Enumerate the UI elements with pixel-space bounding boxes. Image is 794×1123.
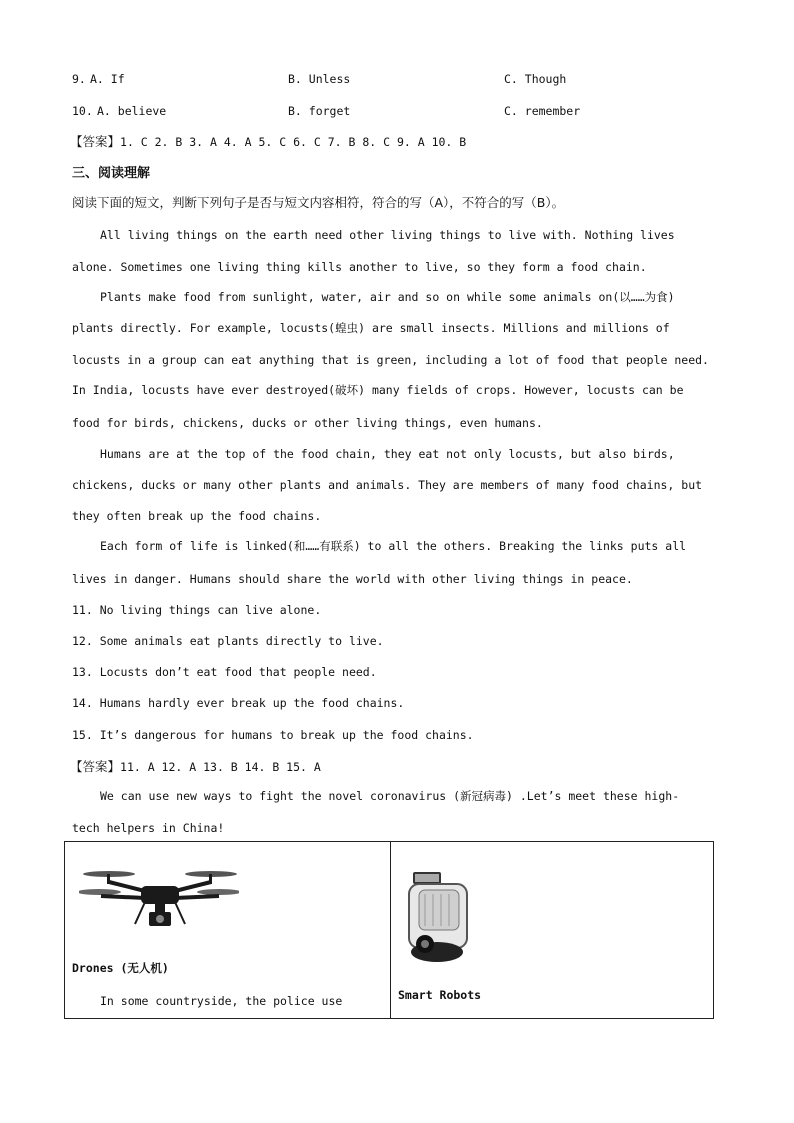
intro-line: tech helpers in China!	[72, 821, 225, 835]
section-title: 三、阅读理解	[72, 166, 151, 181]
table-divider	[390, 842, 391, 1018]
q9-option-b: B. Unless	[288, 72, 351, 86]
instruction: 阅读下面的短文，判断下列句子是否与短文内容相符，符合的写（A），不符合的写（B）。	[72, 195, 565, 210]
answer-text: 11. A 12. A 13. B 14. B 15. A	[120, 760, 321, 774]
q10-option-a: A. believe	[97, 104, 167, 118]
passage-line: locusts in a group can eat anything that is green, including a lot of food that people need.	[72, 353, 709, 367]
helpers-table	[64, 841, 714, 1019]
answer-key-2	[70, 757, 321, 775]
q10-option-b: B. forget	[288, 104, 351, 118]
passage-line: Each form of life is linked(和……有联系) to all the others. Breaking the links puts all	[100, 539, 687, 553]
passage-line: food for birds, chickens, ducks or other living things, even humans.	[72, 416, 543, 430]
statement-11: 11. No living things can live alone.	[72, 603, 322, 617]
q9-option-c: C. Though	[504, 72, 567, 86]
passage-line: they often break up the food chains.	[72, 509, 322, 523]
answer-tag: 【答案】	[70, 759, 121, 774]
passage-line: In India, locusts have ever destroyed(破坏) many fields of crops. However, locusts can be	[72, 383, 684, 397]
drone-image	[79, 866, 239, 938]
robot-image	[405, 870, 475, 966]
answer-text: 1. C 2. B 3. A 4. A 5. C 6. C 7. B 8. C 9. A 10. B	[120, 135, 467, 149]
passage-line: alone. Sometimes one living thing kills another to live, so they form a food chain.	[72, 260, 647, 274]
drones-title: Drones (无人机)	[72, 961, 169, 975]
answer-tag: 【答案】	[70, 134, 121, 149]
statement-14: 14. Humans hardly ever break up the food chains.	[72, 696, 405, 710]
q9-number: 9.	[72, 72, 86, 86]
passage-line: Plants make food from sunlight, water, air and so on while some animals on(以……为食)	[100, 290, 675, 304]
intro-line: We can use new ways to fight the novel coronavirus (新冠病毒) .Let’s meet these high-	[100, 789, 680, 803]
q9-option-a: A. If	[90, 72, 125, 86]
answer-key-1	[70, 132, 466, 150]
passage-line: Humans are at the top of the food chain, they eat not only locusts, but also birds,	[100, 447, 675, 461]
q10-number: 10.	[72, 104, 93, 118]
passage-line: lives in danger. Humans should share the world with other living things in peace.	[72, 572, 633, 586]
statement-13: 13. Locusts don’t eat food that people need.	[72, 665, 377, 679]
passage-line: plants directly. For example, locusts(蝗虫) are small insects. Millions and millions of	[72, 321, 670, 335]
statement-15: 15. It’s dangerous for humans to break up the food chains.	[72, 728, 474, 742]
drones-text: In some countryside, the police use	[100, 994, 343, 1008]
robots-title: Smart Robots	[398, 988, 482, 1002]
passage-line: All living things on the earth need other living things to live with. Nothing lives	[100, 228, 675, 242]
passage-line: chickens, ducks or many other plants and animals. They are members of many food chains, but	[72, 478, 703, 492]
statement-12: 12. Some animals eat plants directly to live.	[72, 634, 384, 648]
q10-option-c: C. remember	[504, 104, 581, 118]
